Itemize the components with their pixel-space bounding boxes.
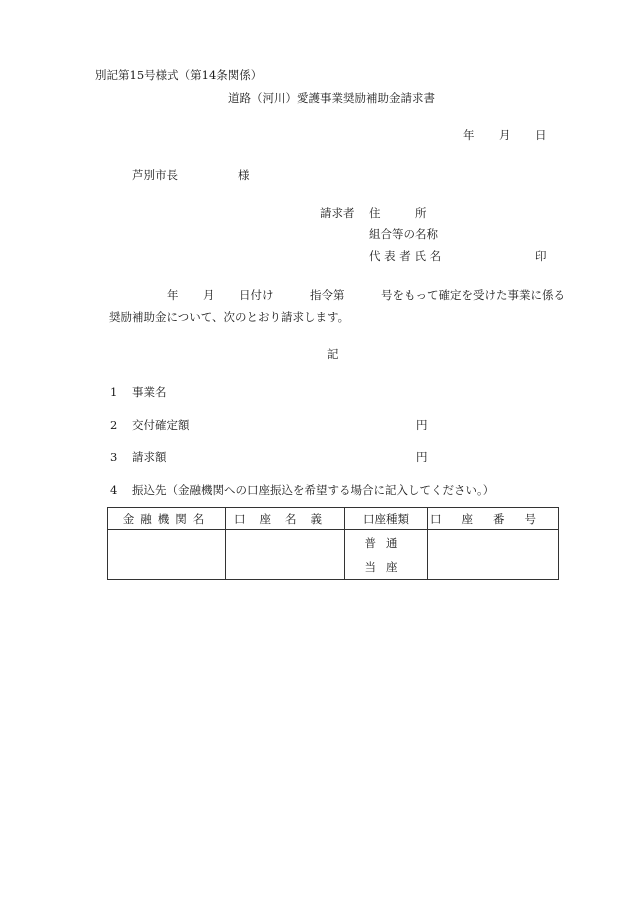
address-label: 住 所 [369,206,427,220]
header-account-holder: 口座名義 [226,508,345,530]
body-date-suffix: 日付け [239,288,274,302]
account-holder-cell[interactable] [226,530,345,580]
addressee-honorific: 様 [238,168,250,182]
header-account-type: 口座種類 [345,508,428,530]
bank-account-table [107,507,559,580]
account-number-cell[interactable] [428,530,559,580]
item-3-number: 3 [110,450,118,464]
date-day: 日 [535,128,547,142]
account-type-cell [345,530,428,580]
body-ref-prefix: 指令第 [310,288,345,302]
addressee-name: 芦別市長 [132,168,178,182]
requester-label: 請求者 [320,206,355,220]
item-2-label: 交付確定額 [132,418,190,432]
table-row [108,530,559,580]
ki-heading: 記 [327,347,339,361]
account-type-checking[interactable]: 当座 [364,559,408,574]
document-title: 道路（河川）愛護事業奨励補助金請求書 [228,91,435,105]
date-year: 年 [463,128,475,142]
header-account-number: 口座番号 [428,508,559,530]
form-id: 別記第15号様式（第14条関係） [95,68,263,82]
body-year: 年 [167,288,179,302]
item-4-label: 振込先（金融機関への口座振込を希望する場合に記入してください。） [132,483,495,497]
header-bank-name: 金融機関名 [108,508,226,530]
item-3-label: 請求額 [132,450,167,464]
account-type-ordinary[interactable]: 普通 [364,535,408,550]
date-month: 月 [499,128,511,142]
body-month: 月 [203,288,215,302]
item-2-number: 2 [110,418,118,432]
body-line2: 奨励補助金について、次のとおり請求します。 [109,310,350,324]
organization-label: 組合等の名称 [369,227,438,241]
representative-label: 代 表 者 氏 名 [369,249,442,263]
seal-mark: 印 [535,249,547,263]
bank-name-cell[interactable] [108,530,226,580]
table-header-row [108,508,559,530]
item-4-number: 4 [110,483,118,497]
item-1-number: 1 [110,385,118,399]
item-3-unit: 円 [416,450,428,464]
item-1-label: 事業名 [132,385,167,399]
body-line1-rest: 号をもって確定を受けた事業に係る [381,288,565,302]
item-2-unit: 円 [416,418,428,432]
